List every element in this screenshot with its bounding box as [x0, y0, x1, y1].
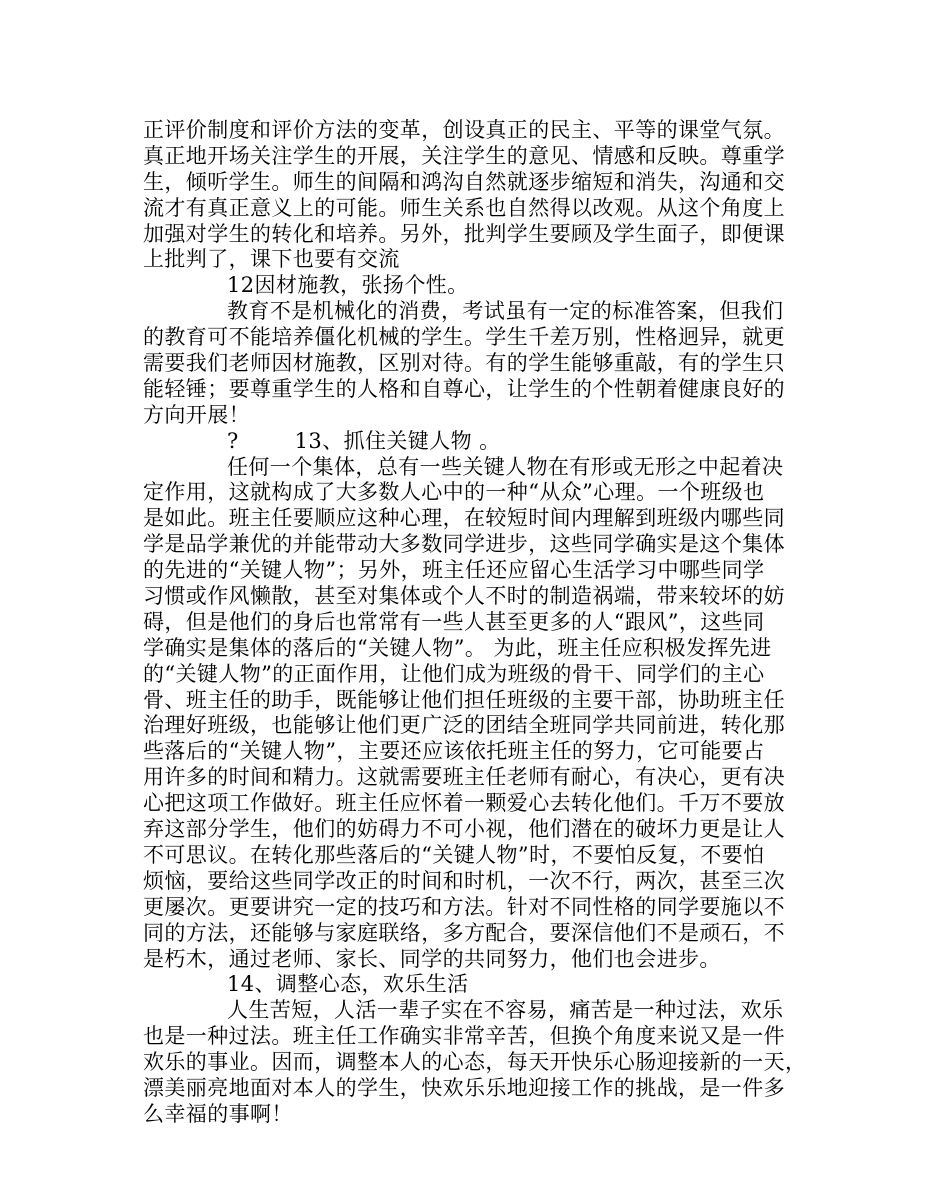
- text-line: 的教育可不能培养僵化机械的学生。学生千差万别，性格迥异，就更: [143, 325, 785, 350]
- text-line: 任何一个集体，总有一些关键人物在有形或无形之中起着决: [227, 454, 784, 479]
- text-line: 生，倾听学生。师生的间隔和鸿沟自然就逐步缩短和消失，沟通和交: [143, 169, 785, 194]
- paragraph-section-13: [143, 455, 815, 973]
- text-line: 上批判了，课下也要有交流: [143, 247, 400, 272]
- text-line: 也是一种过法。班主任工作确实非常辛苦，但换个角度来说又是一件: [143, 1024, 785, 1049]
- text-line: 么幸福的事啊！: [143, 1101, 293, 1126]
- text-line: 人生苦短，人活一辈子实在不容易，痛苦是一种过法，欢乐: [227, 998, 784, 1023]
- section-heading-12: [143, 273, 815, 299]
- text-line: 学确实是集体的落后的“关键人物”。 为此，班主任应积极发挥先进: [143, 635, 772, 660]
- text-line: 弃这部分学生，他们的妨碍力不可小视，他们潜在的破坏力更是让人: [143, 817, 785, 842]
- text-line: 习惯或作风懒散，甚至对集体或个人不时的制造祸端，带来较坏的妨: [143, 584, 785, 609]
- heading-text: 12因材施教，张扬个性。: [227, 273, 469, 298]
- text-line: 能轻锤；要尊重学生的人格和自尊心，让学生的个性朝着健康良好的: [143, 376, 785, 401]
- text-line: 是朽木，通过老师、家长、同学的共同努力，他们也会进步。: [143, 946, 721, 971]
- text-line: 碍，但是他们的身后也常常有一些人甚至更多的人“跟风”，这些同: [143, 609, 765, 634]
- text-line: 定作用，这就构成了大多数人心中的一种“从众”心理。一个班级也: [143, 480, 765, 505]
- section-heading-13: [143, 429, 815, 455]
- text-line: 同的方法，还能够与家庭联络，多方配合，要深信他们不是顽石，不: [143, 920, 785, 945]
- text-line: 的先进的“关键人物”；另外，班主任还应留心生活学习中哪些同学: [143, 558, 765, 583]
- text-line: 真正地开场关注学生的开展，关注学生的意见、情感和反映。尊重学: [143, 143, 785, 168]
- text-line: 方向开展！: [143, 402, 250, 427]
- text-line: 不可思议。在转化那些落后的“关键人物”时，不要怕反复，不要怕: [143, 842, 765, 867]
- text-line: 需要我们老师因材施教，区别对待。有的学生能够重敲，有的学生只: [143, 351, 785, 376]
- text-line: 学是品学兼优的并能带动大多数同学进步，这些同学确实是这个集体: [143, 532, 785, 557]
- text-line: 教育不是机械化的消费，考试虽有一定的标准答案，但我们: [227, 299, 784, 324]
- heading-text: 14、调整心态，欢乐生活: [227, 972, 469, 997]
- heading-text: 13、抓住关键人物 。: [294, 428, 501, 453]
- text-line: 的“关键人物”的正面作用，让他们成为班级的骨干、同学们的主心: [143, 661, 765, 686]
- paragraph-intro: [143, 118, 815, 273]
- document-body: [143, 118, 815, 1128]
- text-line: 烦恼，要给这些同学改正的时间和时机，一次不行，两次，甚至三次: [143, 868, 785, 893]
- text-line: 正评价制度和评价方法的变革，创设真正的民主、平等的课堂气氛。: [143, 118, 785, 142]
- text-line: 更屡次。更要讲究一定的技巧和方法。针对不同性格的同学要施以不: [143, 894, 785, 919]
- text-line: 用许多的时间和精力。这就需要班主任老师有耐心，有决心，更有决: [143, 765, 785, 790]
- paragraph-section-12: [143, 299, 815, 428]
- text-line: 欢乐的事业。因而，调整本人的心态，每天开快乐心肠迎接新的一天，: [143, 1050, 807, 1075]
- text-line: 骨、班主任的助手，既能够让他们担任班级的主要干部，协助班主任: [143, 687, 785, 712]
- paragraph-section-14: [143, 998, 815, 1127]
- heading-marker: ?: [227, 428, 239, 453]
- text-line: 加强对学生的转化和培养。另外，批判学生要顾及学生面子，即便课: [143, 221, 785, 246]
- text-line: 些落后的“关键人物”，主要还应该依托班主任的努力，它可能要占: [143, 739, 765, 764]
- section-heading-14: [143, 972, 815, 998]
- text-line: 治理好班级，也能够让他们更广泛的团结全班同学共同前进，转化那: [143, 713, 785, 738]
- text-line: 心把这项工作做好。班主任应怀着一颗爱心去转化他们。千万不要放: [143, 791, 785, 816]
- text-line: 是如此。班主任要顺应这种心理，在较短时间内理解到班级内哪些同: [143, 506, 785, 531]
- text-line: 流才有真正意义上的可能。师生关系也自然得以改观。从这个角度上: [143, 195, 785, 220]
- text-line: 漂美丽亮地面对本人的学生，快欢乐乐地迎接工作的挑战，是一件多: [143, 1075, 785, 1100]
